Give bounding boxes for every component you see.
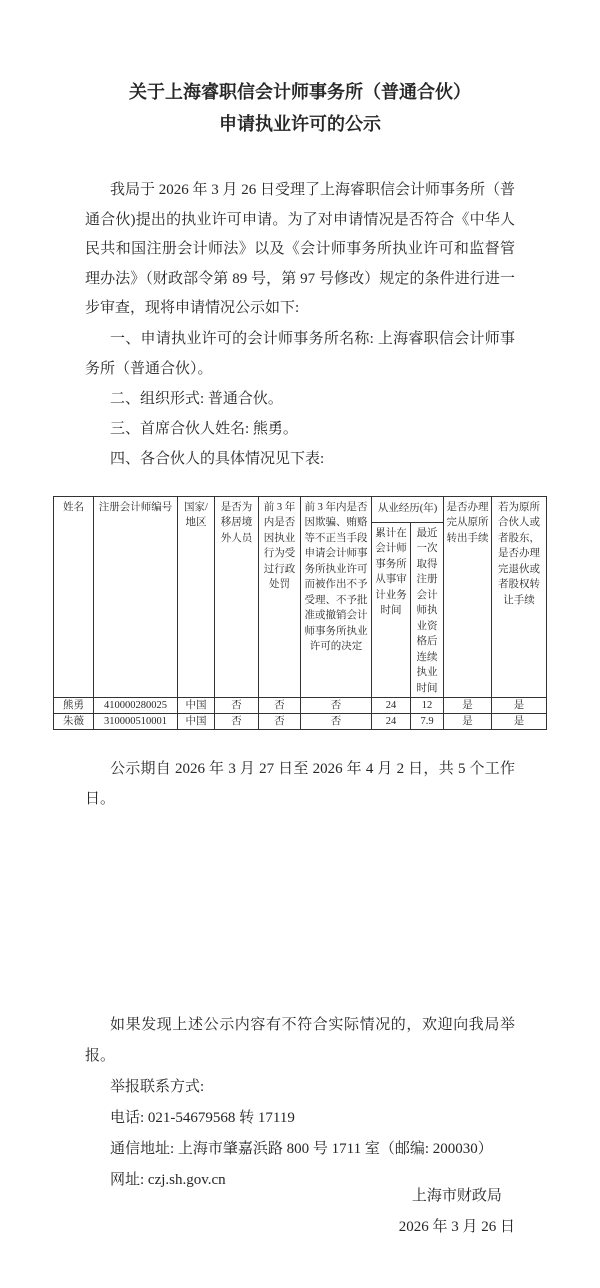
- cell-exp-recent: 7.9: [411, 714, 444, 730]
- document-title-line2: 申请执业许可的公示: [219, 114, 381, 134]
- report-contact-heading: 举报联系方式:: [110, 1079, 205, 1095]
- col-header-country: 国家/地区: [178, 496, 215, 698]
- report-address: 通信地址: 上海市肇嘉浜路 800 号 1711 室（邮编: 200030）: [110, 1141, 493, 1157]
- col-header-emigrant: 是否为移居境外人员: [215, 496, 259, 698]
- col-header-experience-group: 从业经历(年): [372, 496, 444, 522]
- cell-fraud: 否: [301, 698, 372, 714]
- list-item-firm-name: 一、申请执业许可的会计师事务所名称: 上海睿职信会计师事务所（普通合伙）。: [85, 330, 515, 377]
- cell-transfer: 是: [444, 698, 492, 714]
- body-text: [85, 176, 515, 474]
- report-block: [85, 1010, 515, 1196]
- intro-paragraph: 我局于 2026 年 3 月 26 日受理了上海睿职信会计师事务所（普通合伙)提出的执业许可申请。为了对申请情况是否符合《中华人民共和国注册会计师法》以及《会计师事务所执业许可和监督管理办法》（财政部令第 89 号，第 97 号修改）规定的条件进行进一步审查，现将申请情况公示如下:: [85, 182, 516, 316]
- col-header-transfer: 是否办理完从原所转出手续: [444, 496, 492, 698]
- cell-emigrant: 否: [215, 698, 259, 714]
- col-header-exp-total: 累计在会计师事务所从事审计业务时间: [372, 522, 411, 698]
- partners-table-body: [54, 698, 547, 730]
- table-row: [54, 698, 547, 714]
- report-website: 网址: czj.sh.gov.cn: [110, 1172, 226, 1188]
- document-title: [0, 76, 600, 140]
- cell-cpa-number: 310000510001: [94, 714, 178, 730]
- table-row: [54, 714, 547, 730]
- col-header-withdrawal: 若为原所合伙人或者股东，是否办理完退伙或者股权转让手续: [492, 496, 547, 698]
- list-item-org-form: 二、组织形式: 普通合伙。: [110, 390, 283, 407]
- cell-name: 熊勇: [54, 698, 94, 714]
- report-intro-paragraph: 如果发现上述公示内容有不符合实际情况的，欢迎向我局举报。: [85, 1017, 515, 1064]
- col-header-exp-recent: 最近一次取得注册会计师执业资格后连续执业时间: [411, 522, 444, 698]
- col-header-penalty: 前 3 年内是否因执业行为受过行政处罚: [259, 496, 301, 698]
- cell-exp-total: 24: [372, 714, 411, 730]
- cell-emigrant: 否: [215, 714, 259, 730]
- notice-period-block: [85, 755, 515, 814]
- cell-name: 朱薇: [54, 714, 94, 730]
- cell-cpa-number: 410000280025: [94, 698, 178, 714]
- signature-date: 2026 年 3 月 26 日: [398, 1219, 515, 1235]
- list-item-partners-table-intro: 四、各合伙人的具体情况见下表:: [110, 450, 325, 467]
- cell-withdrawal: 是: [492, 698, 547, 714]
- cell-country: 中国: [178, 698, 215, 714]
- cell-transfer: 是: [444, 714, 492, 730]
- cell-penalty: 否: [259, 714, 301, 730]
- signature-block: [399, 1181, 515, 1243]
- report-phone: 电话: 021-54679568 转 17119: [110, 1110, 295, 1126]
- cell-withdrawal: 是: [492, 714, 547, 730]
- signature-agency: 上海市财政局: [411, 1188, 502, 1204]
- col-header-name: 姓名: [54, 496, 94, 698]
- cell-exp-recent: 12: [411, 698, 444, 714]
- col-header-cpa-number: 注册会计师编号: [94, 496, 178, 698]
- cell-exp-total: 24: [372, 698, 411, 714]
- list-item-chief-partner: 三、首席合伙人姓名: 熊勇。: [110, 420, 298, 437]
- partners-table: [53, 496, 547, 731]
- cell-country: 中国: [178, 714, 215, 730]
- cell-penalty: 否: [259, 698, 301, 714]
- notice-period-paragraph: 公示期自 2026 年 3 月 27 日至 2026 年 4 月 2 日，共 5 个工作日。: [85, 761, 515, 807]
- cell-fraud: 否: [301, 714, 372, 730]
- partners-table-header: [54, 496, 547, 698]
- col-header-fraud: 前 3 年内是否因欺骗、贿赂等不正当手段申请会计师事务所执业许可而被作出不予受理、不予批准或撤销会计师事务所执业许可的决定: [301, 496, 372, 698]
- document-title-line1: 关于上海睿职信会计师事务所（普通合伙）: [129, 82, 471, 102]
